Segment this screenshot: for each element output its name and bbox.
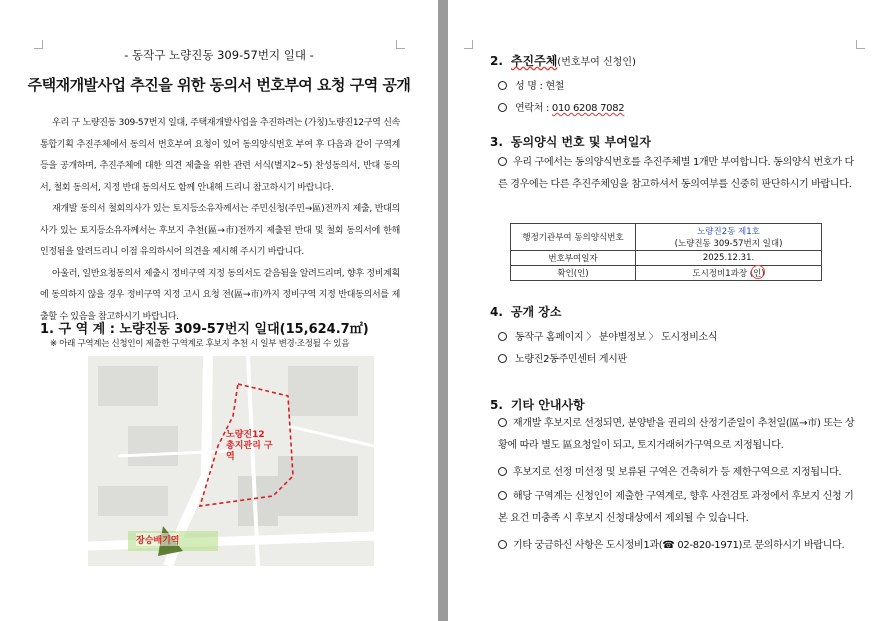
owner-name-value: 현철 xyxy=(545,81,565,92)
bullet-circle-icon xyxy=(498,467,507,476)
section5-number: 5. xyxy=(490,398,503,412)
page-corner-mark xyxy=(856,40,865,49)
seal-stamp-icon xyxy=(751,265,765,279)
section1-note: ※ 아래 구역계는 신청인이 제출한 구역계로 후보지 추천 시 일부 변경·조정될 수 있음 xyxy=(50,339,350,349)
table-row xyxy=(511,224,822,251)
notice-item-1 xyxy=(498,413,858,457)
table-label-cell: 확인(인) xyxy=(511,266,636,281)
section1-heading: 1. 구 역 계 : 노량진동 309-57번지 일대(15,624.7㎡) xyxy=(40,322,369,337)
paragraph-1: 우리 구 노량진동 309-57번지 일대, 주택재개발사업을 추진하려는 (가칭)노량진12구역 신속통합기획 추진주체에서 동의서 번호부여 요청이 있어 동의양식번호 부여 후 다음과 같이 구역계 등을 공개하며, 추진주체에 대한 의견 제출을 위한 관련 서식(별지2~5) 찬성동의서, 반대 동의서, 철회 동의서, 지정 반대 동의서도 함께 안내해 드리니 참고하시기 바랍니다. xyxy=(40,118,400,193)
section2-number: 2. xyxy=(490,54,503,68)
consent-number-value: 노량진2동 제1호 xyxy=(697,227,760,237)
owner-contact-label: 연락처 : xyxy=(515,103,550,114)
zone-map xyxy=(88,356,374,566)
owner-name-label: 성 명 : xyxy=(515,81,543,92)
table-label-cell: 번호부여일자 xyxy=(511,251,636,266)
document-page-right xyxy=(448,0,887,621)
document-title: 주택재개발사업 추진을 위한 동의서 번호부여 요청 구역 공개 xyxy=(27,76,411,94)
section3-title: 동의양식 번호 및 부여일자 xyxy=(510,135,651,149)
bullet-circle-icon xyxy=(498,418,507,427)
table-value-cell xyxy=(636,224,822,251)
notice-item-4 xyxy=(498,535,858,557)
zone-label: 노량진12 총지관리 구역 xyxy=(226,430,273,462)
notice-text: 해당 구역계는 신청인이 제출한 구역계로, 향후 사전검토 과정에서 후보지 신청 기본 요건 미충족 시 후보지 신청대상에서 제외될 수 있습니다. xyxy=(498,491,854,524)
section4-title: 공개 장소 xyxy=(510,305,562,319)
station-label: 장승배기역 xyxy=(136,533,179,546)
section3-text-block xyxy=(498,152,858,196)
section3-text: 우리 구에서는 동의양식번호를 추진주체별 1개만 부여합니다. 동의양식 번호가 다른 경우에는 다른 추진주체임을 참고하셔서 동의여부를 신중히 판단하시기 바랍니다. xyxy=(498,157,854,190)
section3-number: 3. xyxy=(490,135,503,149)
table-value-cell xyxy=(636,266,822,281)
owner-contact-value: 010 6208 7082 xyxy=(551,103,625,114)
disclosure-place-1 xyxy=(498,328,858,343)
notice-text: 후보지로 선정 미선정 및 보류된 구역은 건축허가 등 제한구역으로 지정됩니다. xyxy=(513,467,842,478)
paragraph-3: 아울러, 일반요청동의서 제출시 정비구역 지정 동의서도 같음됨을 알려드리며, 향후 정비계획에 동의하지 않을 경우 정비구역 지정 고시 요청 전(區→市)까지 정비구역 지정 반대동의서를 제출할 수 있음을 참고하시기 바랍니다. xyxy=(40,268,400,322)
notice-item-2 xyxy=(498,462,858,484)
disclosure-place-2 xyxy=(498,350,858,365)
section4-heading xyxy=(490,303,561,320)
bullet-circle-icon xyxy=(498,332,507,341)
notice-item-3 xyxy=(498,486,858,530)
document-subtitle: - 동작구 노량진동 309-57번지 일대 - xyxy=(124,48,314,62)
section5-title: 기타 안내사항 xyxy=(510,398,585,412)
table-label-cell: 행정기관부여 동의양식번호 xyxy=(511,224,636,251)
document-page-left xyxy=(0,0,438,621)
section5-heading xyxy=(490,396,585,413)
section3-heading xyxy=(490,133,651,150)
bullet-circle-icon xyxy=(498,103,507,112)
confirm-department: 도시정비1과장 xyxy=(692,269,748,279)
table-row xyxy=(511,251,822,266)
consent-number-address: (노량진동 309-57번지 일대) xyxy=(674,239,783,249)
paragraph-2: 재개발 동의서 철회의사가 있는 토지등소유자께서는 주민신청(주민→區)전까지 제출, 반대의사가 있는 토지등소유자께서는 후보지 추천(區→市)전까지 제출된 반대 및 철회 동의서에 한해 인정됨을 알려드리니 이점 유의하시어 의견을 제시해 주시기 바랍니다. xyxy=(40,204,400,257)
section2-heading xyxy=(490,52,636,69)
seal-text: (인) xyxy=(749,269,765,279)
bullet-circle-icon xyxy=(498,540,507,549)
owner-name-row xyxy=(498,77,858,92)
bullet-circle-icon xyxy=(498,157,507,166)
consent-number-table xyxy=(510,223,822,281)
disclosure-place-text: 동작구 홈페이지 〉 분야별정보 〉 도시정비소식 xyxy=(515,332,718,343)
section2-title: 추진주체 xyxy=(510,54,558,68)
bullet-circle-icon xyxy=(498,491,507,500)
intro-paragraphs xyxy=(40,113,400,328)
page-corner-mark xyxy=(464,40,473,49)
official-seal xyxy=(750,267,765,279)
section2-subtitle: (번호부여 신청인) xyxy=(557,57,636,68)
bullet-circle-icon xyxy=(498,81,507,90)
section4-number: 4. xyxy=(490,305,503,319)
notice-text: 기타 궁금하신 사항은 도시정비1과(☎ 02-820-1971)로 문의하시기 바랍니다. xyxy=(513,540,845,551)
notice-text: 재개발 후보지로 선정되면, 분양받을 권리의 산정기준일이 추천일(區→市) 또는 상황에 따라 별도 區요청일이 되고, 토지거래허가구역으로 지정됩니다. xyxy=(498,418,855,451)
owner-contact-row xyxy=(498,99,858,114)
disclosure-place-text: 노량진2동주민센터 게시판 xyxy=(515,354,627,365)
table-row xyxy=(511,266,822,281)
table-value-cell: 2025.12.31. xyxy=(636,251,822,266)
bullet-circle-icon xyxy=(498,354,507,363)
